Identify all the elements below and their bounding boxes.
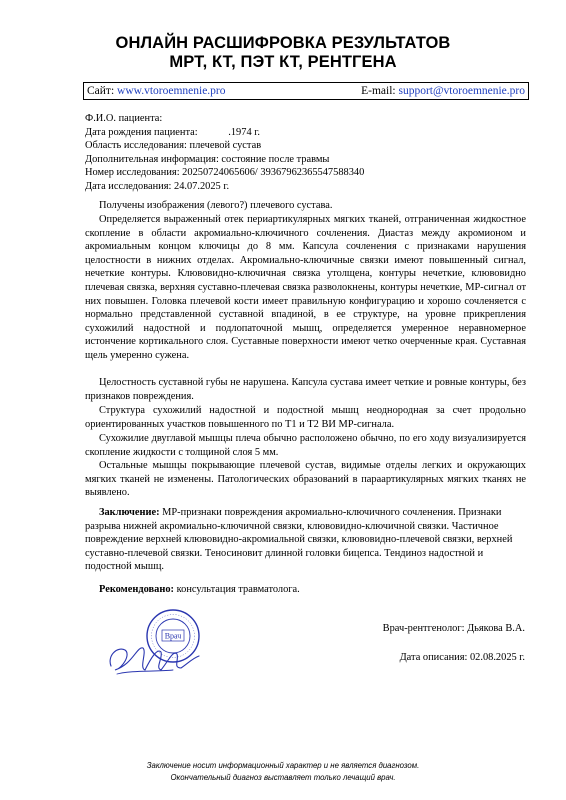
header-title-line1: ОНЛАЙН РАСШИФРОВКА РЕЗУЛЬТАТОВ — [115, 34, 451, 52]
findings-paragraph: Определяется выраженный отек периартикулярных мягких тканей, отграниченная жидкостное скопление в области акромиально-ключичного сочленения. Диастаз между акромионом и акромиальным концом ключицы до 8 мм. Капсула сочленения с признаками нарушения целостности в нижних отделах. Акромиально-ключичные связки имеют повышенный сигнал, нечеткие контуры. Клювовидно-ключичная связка утолщена, контуры нечеткие, клювовидно плечевая связка, верхняя суставно-плечевая связка разволокнены, контуры нечеткие, МР-сигнал от них повышен. Головка плечевой кости имеет правильную конфигурацию и хорошо сочленяется с нормально представленной суставной впадиной, в ее структуре, на уровне прикрепления сухожилий надостной и подлопаточной мышц, определяется умеренное неравномерное истончение кортикального слоя. Суставные поверхности имеют четко очерченные края. Суставная щель умеренно сужена. — [85, 214, 526, 361]
findings-paragraph: Остальные мышцы покрывающие плечевой сустав, видимые отделы легких и окружающих мягких тканей не изменены. Патологических образований в параартикулярных мягких тканях не выявлено. — [85, 460, 526, 499]
findings-paragraph: Структура сухожилий надостной и подостной мышц неоднородная за счет продольно ориентированных участков повышенного по Т1 и Т2 ВИ МР-сигнала. — [85, 405, 526, 430]
birth-value: .1974 г. — [225, 126, 260, 138]
description-date: Дата описания: 02.08.2025 г. — [399, 652, 525, 663]
contact-bar — [83, 82, 529, 100]
stamp-text: Врач — [164, 631, 182, 641]
site-label: Сайт: — [87, 85, 118, 97]
study-number: Номер исследования: 20250724065606/ 39367962365547588340 — [85, 167, 365, 179]
conclusion-block — [85, 506, 526, 574]
findings-intro: Получены изображения (левого?) плечевого сустава. — [99, 200, 333, 211]
study-area: Область исследования: плечевой сустав — [85, 140, 262, 152]
recommendation-text: консультация травматолога. — [174, 584, 300, 595]
email-link[interactable]: support@vtoroemnenie.pro — [398, 85, 525, 97]
site-link[interactable]: www.vtoroemnenie.pro — [117, 85, 226, 97]
email-label: E-mail: — [361, 85, 399, 97]
doctor-name: Врач-рентгенолог: Дьякова В.А. — [382, 623, 525, 634]
findings-paragraph: Целостность суставной губы не нарушена. Капсула сустава имеет четкие и ровные контуры, без признаков повреждения. — [85, 377, 526, 402]
recommendation-block — [85, 583, 526, 597]
conclusion-text: МР-признаки повреждения акромиально-ключичного сочленения. Признаки разрыва нижней акромиально-ключичной связки, клювовидно-ключичной связки. Частичное повреждение верхней клювовидно-акромиальной связки, клювовидно-плечевой связки, верхней суставно-плечевой связки. Теносиновит длинной головки бицепса. Тендиноз надостной и подостной мышц. — [85, 507, 513, 573]
disclaimer-line2: Окончательный диагноз выставляет только лечащий врач. — [170, 773, 396, 782]
recommendation-label: Рекомендовано: — [99, 584, 174, 595]
patient-info — [85, 112, 364, 194]
header-title-line2: МРТ, КТ, ПЭТ КТ, РЕНТГЕНА — [169, 53, 397, 71]
handwritten-signature — [103, 631, 203, 679]
findings-paragraph: Сухожилие двуглавой мышцы плеча обычно расположено обычно, по его ходу визуализируется скопление жидкости с толщиной слоя 5 мм. — [85, 433, 526, 458]
disclaimer-line1: Заключение носит информационный характер и не является диагнозом. — [146, 761, 420, 770]
study-date: Дата исследования: 24.07.2025 г. — [85, 180, 230, 192]
patient-name: Ф.И.О. пациента: — [85, 113, 163, 124]
birth-label: Дата рождения пациента: — [85, 126, 198, 138]
extra-info: Дополнительная информация: состояние после травмы — [85, 153, 330, 165]
conclusion-label: Заключение: — [99, 507, 160, 518]
